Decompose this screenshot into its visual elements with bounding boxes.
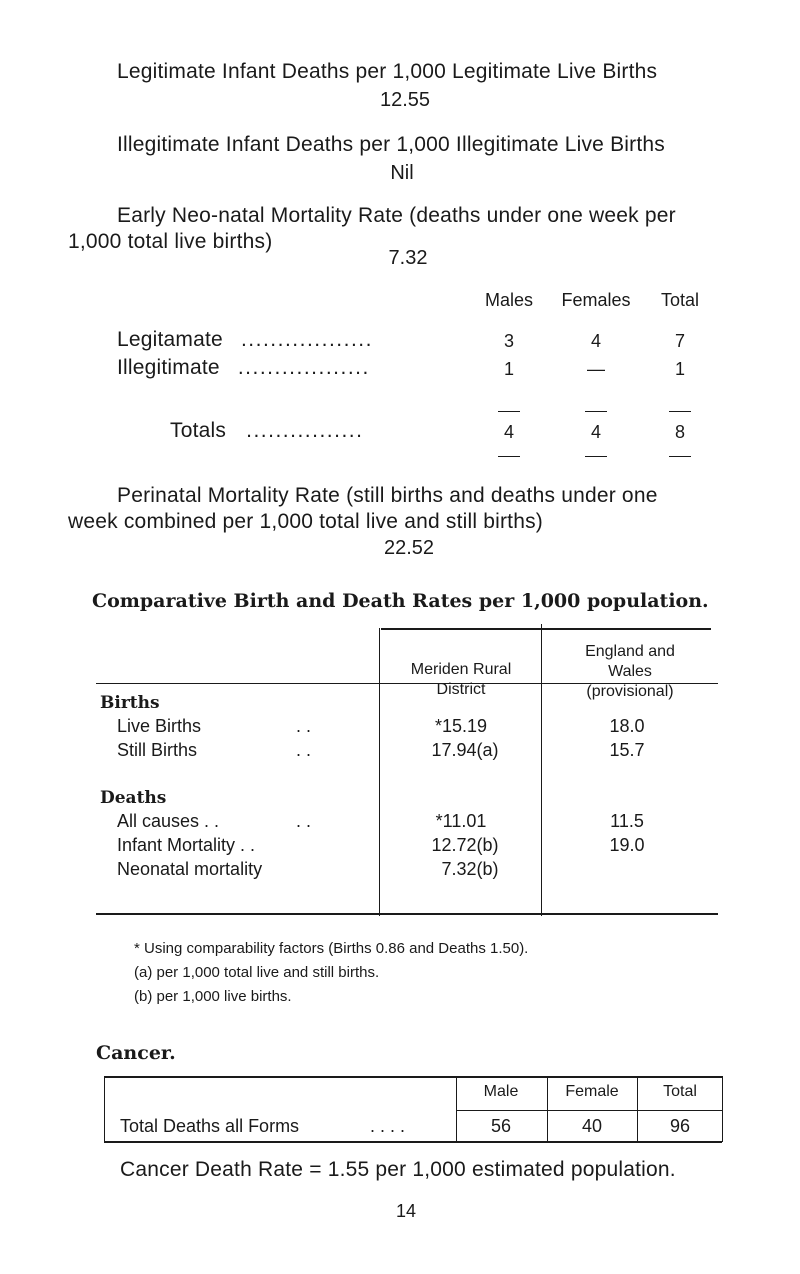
- column-divider: [547, 1076, 548, 1142]
- footnote-a: (a) per 1,000 total live and still births.: [134, 964, 380, 981]
- totals-total: 8: [674, 422, 686, 442]
- all-causes-meriden: *11.01: [435, 811, 487, 831]
- row-totals-text: Totals: [170, 419, 227, 442]
- cancer-bottom-rule: [104, 1141, 722, 1143]
- still-births-england: 15.7: [609, 740, 645, 760]
- header-males: Males: [484, 290, 534, 310]
- perinatal-label-line1: Perinatal Mortality Rate (still births and deaths under one: [117, 484, 658, 507]
- legitimate-females: 4: [590, 331, 602, 351]
- column-divider: [456, 1076, 457, 1142]
- illegitimate-males: 1: [503, 359, 515, 379]
- header-england-line3: (provisional): [586, 683, 674, 700]
- leader-dots: . .: [296, 716, 312, 736]
- legit-infant-deaths-value: 12.55: [379, 89, 431, 111]
- live-births-england: 18.0: [609, 716, 645, 736]
- sum-rule: [669, 411, 691, 412]
- all-causes-england: 11.5: [610, 811, 644, 831]
- illegitimate-total: 1: [674, 359, 686, 379]
- header-england-line1: England and: [585, 643, 675, 660]
- perinatal-label-line2: week combined per 1,000 total live and still births): [68, 510, 543, 533]
- row-legitimate-text: Legitamate: [117, 328, 223, 351]
- row-infant-mortality-label: Infant Mortality . .: [117, 835, 256, 855]
- header-rule: [96, 683, 380, 684]
- cancer-header-female: Female: [565, 1083, 619, 1100]
- sum-rule: [498, 456, 520, 457]
- neonatal-label-line2: 1,000 total live births): [68, 230, 273, 253]
- neonatal-value: 7.32: [388, 247, 428, 269]
- leader-dots: . .: [296, 740, 312, 760]
- totals-females: 4: [590, 422, 602, 442]
- leader-dots: ................: [246, 419, 364, 442]
- cancer-top-rule: [104, 1076, 722, 1078]
- leader-dots: . .: [296, 811, 312, 831]
- legitimate-total: 7: [674, 331, 686, 351]
- live-births-meriden: *15.19: [434, 716, 488, 736]
- cancer-death-rate: Cancer Death Rate = 1.55 per 1,000 estimated population.: [120, 1158, 676, 1181]
- row-label-totals: [170, 419, 363, 443]
- row-illegitimate-text: Illegitimate: [117, 356, 220, 379]
- header-england-wales: [585, 642, 675, 702]
- row-label-legitimate: [117, 328, 373, 352]
- table-bottom-rule: [96, 913, 718, 915]
- row-label-illegitimate: [117, 356, 370, 380]
- row-still-births-label: Still Births: [117, 740, 198, 760]
- cancer-female-value: 40: [581, 1116, 603, 1136]
- cancer-header-male: Male: [483, 1083, 519, 1100]
- legit-infant-deaths-label: Legitimate Infant Deaths per 1,000 Legitimate Live Births: [117, 60, 658, 83]
- sum-rule: [498, 411, 520, 412]
- cancer-heading: Cancer.: [96, 1042, 176, 1064]
- header-meriden-line2: District: [436, 681, 486, 698]
- sum-rule: [585, 456, 607, 457]
- page-number: 14: [395, 1201, 417, 1221]
- legitimate-males: 3: [503, 331, 515, 351]
- deaths-heading: Deaths: [100, 788, 167, 808]
- cancer-left-border: [104, 1076, 105, 1142]
- infant-mortality-meriden: 12.72(b): [431, 835, 499, 855]
- totals-males: 4: [503, 422, 515, 442]
- row-all-causes-label: All causes . .: [117, 811, 220, 831]
- leader-dots: ..................: [240, 328, 373, 351]
- header-total: Total: [660, 290, 700, 310]
- infant-mortality-england: 19.0: [609, 835, 645, 855]
- table-top-rule: [381, 628, 711, 630]
- header-meriden-line1: Meriden Rural: [410, 661, 512, 678]
- neonatal-label-line1: Early Neo-natal Mortality Rate (deaths under one week per: [117, 204, 676, 227]
- footnote-star: * Using comparability factors (Births 0.86 and Deaths 1.50).: [134, 940, 529, 957]
- footnote-b: (b) per 1,000 live births.: [134, 988, 292, 1005]
- column-divider: [379, 628, 380, 916]
- cancer-male-value: 56: [490, 1116, 512, 1136]
- still-births-meriden: 17.94(a): [431, 740, 499, 760]
- header-england-line2: Wales: [608, 663, 652, 680]
- column-divider: [541, 624, 542, 916]
- cancer-right-border: [722, 1076, 723, 1142]
- sum-rule: [669, 456, 691, 457]
- cancer-header-total: Total: [663, 1083, 697, 1100]
- births-heading: Births: [100, 693, 160, 713]
- header-females: Females: [561, 290, 631, 310]
- neonatal-mortality-meriden: 7.32(b): [441, 859, 499, 879]
- comparative-heading: Comparative Birth and Death Rates per 1,000 population.: [92, 590, 709, 612]
- illegitimate-females: —: [587, 359, 605, 379]
- illegit-infant-deaths-label: Illegitimate Infant Deaths per 1,000 Illegitimate Live Births: [117, 133, 665, 156]
- row-neonatal-mortality-label: Neonatal mortality: [117, 859, 263, 879]
- cancer-total-value: 96: [669, 1116, 691, 1136]
- row-live-births-label: Live Births: [117, 716, 202, 736]
- sum-rule: [585, 411, 607, 412]
- cancer-header-rule: [456, 1110, 722, 1111]
- leader-dots: . . . .: [370, 1116, 406, 1136]
- leader-dots: ..................: [237, 356, 370, 379]
- header-meriden: [411, 660, 511, 700]
- cancer-row-label: Total Deaths all Forms: [120, 1116, 300, 1136]
- column-divider: [637, 1076, 638, 1142]
- perinatal-value: 22.52: [383, 537, 435, 559]
- illegit-infant-deaths-value: Nil: [390, 162, 414, 184]
